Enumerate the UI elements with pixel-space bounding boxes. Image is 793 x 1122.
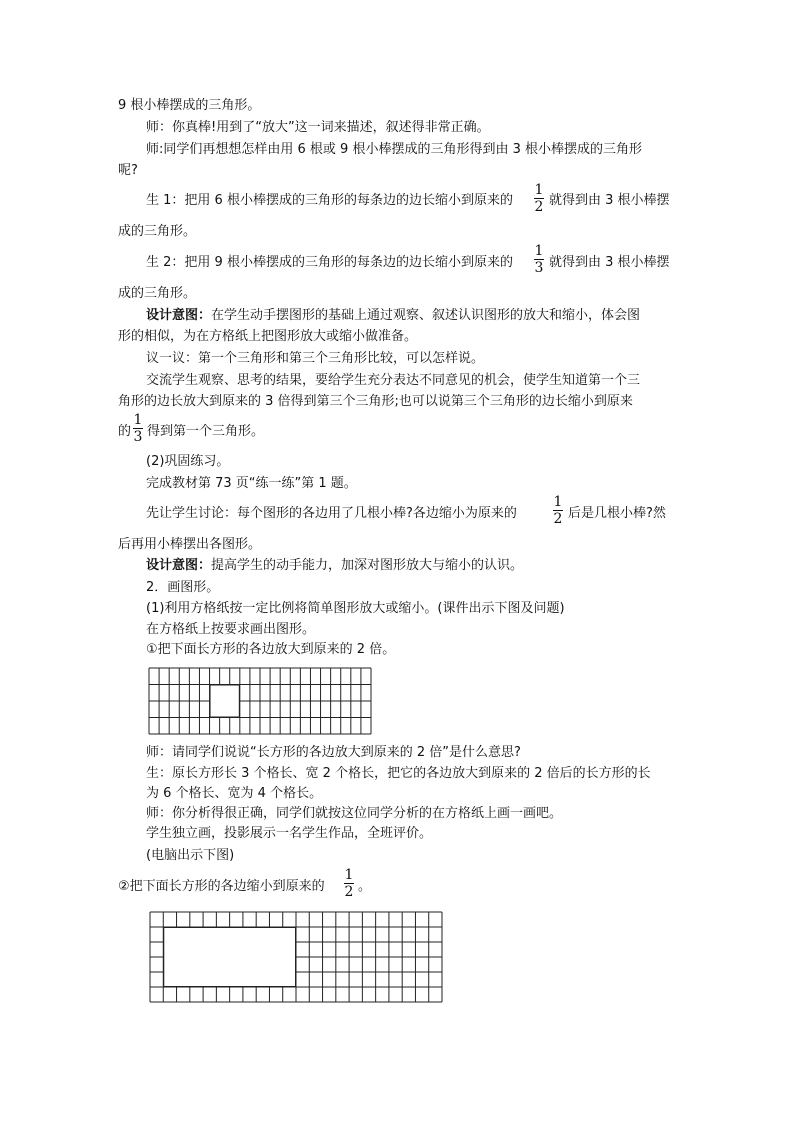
paragraph-line: 呢?: [118, 163, 138, 178]
paragraph-line: 在方格纸上按要求画出图形。: [146, 622, 316, 637]
paragraph-line: 就得到由 3 根小棒摆: [549, 255, 670, 270]
design-intent-label: 设计意图：: [146, 308, 212, 323]
fraction-denominator: 2: [344, 884, 354, 900]
fraction-numerator: 1: [553, 494, 563, 510]
paragraph-line: 。: [358, 879, 372, 894]
fraction-numerator: 1: [344, 867, 354, 883]
paragraph-line: 师：请同学们说说“长方形的各边放大到原来的 2 倍”是什么意思?: [146, 745, 521, 760]
paragraph-line: 9 根小棒摆成的三角形。: [118, 98, 261, 113]
fraction-numerator: 1: [534, 182, 544, 198]
paragraph-line: 就得到由 3 根小棒摆: [549, 193, 670, 208]
paragraph-line: [146, 558, 523, 574]
paragraph-line: 学生独立画，投影展示一名学生作品，全班评价。: [146, 826, 433, 841]
paragraph-line: 形的相似，为在方格纸上把图形放大或缩小做准备。: [118, 329, 418, 344]
fraction-denominator: 2: [534, 199, 544, 215]
fraction-denominator: 2: [553, 511, 563, 527]
paragraph-line: 师：你真棒!用到了“放大”这一词来描述，叙述得非常正确。: [146, 120, 490, 135]
fraction-denominator: 3: [133, 429, 143, 445]
fraction-numerator: 1: [534, 243, 544, 259]
paragraph-line: (电脑出示下图): [146, 848, 235, 863]
fraction-one-half: [534, 183, 544, 214]
fraction-one-third: [534, 244, 544, 275]
paragraph-line: [146, 308, 640, 324]
design-intent-text: 在学生动手摆图形的基础上通过观察、叙述认识图形的放大和缩小，体会图: [211, 308, 641, 323]
fraction-denominator: 3: [534, 260, 544, 276]
paragraph-line: 成的三角形。: [118, 224, 197, 239]
paragraph-line: 后再用小棒摆出各图形。: [118, 537, 262, 552]
paragraph-line: 议一议：第一个三角形和第三个三角形比较，可以怎样说。: [146, 351, 485, 366]
rectangle-shape: [210, 685, 239, 717]
paragraph-line: 后是几根小棒?然: [568, 506, 666, 521]
paragraph-line: ①把下面长方形的各边放大到原来的 2 倍。: [146, 642, 396, 657]
rectangle-shape: [164, 928, 296, 987]
design-intent-label: 设计意图：: [146, 558, 212, 573]
paragraph-line: ②把下面长方形的各边缩小到原来的: [118, 879, 325, 894]
paragraph-line: 生 1：把用 6 根小棒摆成的三角形的每条边的边长缩小到原来的: [146, 193, 513, 208]
paragraph-line: 生 2：把用 9 根小棒摆成的三角形的每条边的边长缩小到原来的: [146, 255, 513, 270]
paragraph-line: 生：原长方形长 3 个格长、宽 2 个格长，把它的各边放大到原来的 2 倍后的长方形的长: [146, 766, 651, 781]
paragraph-line: 师：你分析得很正确，同学们就按这位同学分析的在方格纸上画一画吧。: [146, 806, 563, 821]
paragraph-line: (2)巩固练习。: [146, 454, 230, 469]
fraction-one-third: [133, 413, 143, 444]
paragraph-line: 2．画图形。: [146, 580, 220, 595]
fraction-one-half: [344, 868, 354, 899]
paragraph-line: 得到第一个三角形。: [147, 424, 265, 439]
design-intent-text: 提高学生的动手能力，加深对图形放大与缩小的认识。: [211, 558, 524, 573]
paragraph-line: 完成教材第 73 页“练一练”第 1 题。: [146, 476, 357, 491]
fraction-numerator: 1: [133, 412, 143, 428]
grid-paper-enlarge: [149, 668, 371, 734]
paragraph-line: 的: [118, 424, 132, 439]
grid-paper-shrink: [150, 912, 442, 1002]
paragraph-line: 交流学生观察、思考的结果，要给学生充分表达不同意见的机会，使学生知道第一个三: [146, 373, 641, 388]
paragraph-line: 师:同学们再想想怎样由用 6 根或 9 根小棒摆成的三角形得到由 3 根小棒摆成的三角形: [146, 142, 642, 157]
paragraph-line: (1)利用方格纸按一定比例将简单图形放大或缩小。(课件出示下图及问题): [146, 601, 565, 616]
paragraph-line: 先让学生讨论：每个图形的各边用了几根小棒?各边缩小为原来的: [146, 506, 517, 521]
paragraph-line: 成的三角形。: [118, 286, 197, 301]
paragraph-line: 为 6 个格长、宽为 4 个格长。: [146, 786, 323, 801]
fraction-one-half: [553, 495, 563, 526]
paragraph-line: 角形的边长放大到原来的 3 倍得到第三个三角形;也可以说第三个三角形的边长缩小到原来: [118, 394, 633, 409]
